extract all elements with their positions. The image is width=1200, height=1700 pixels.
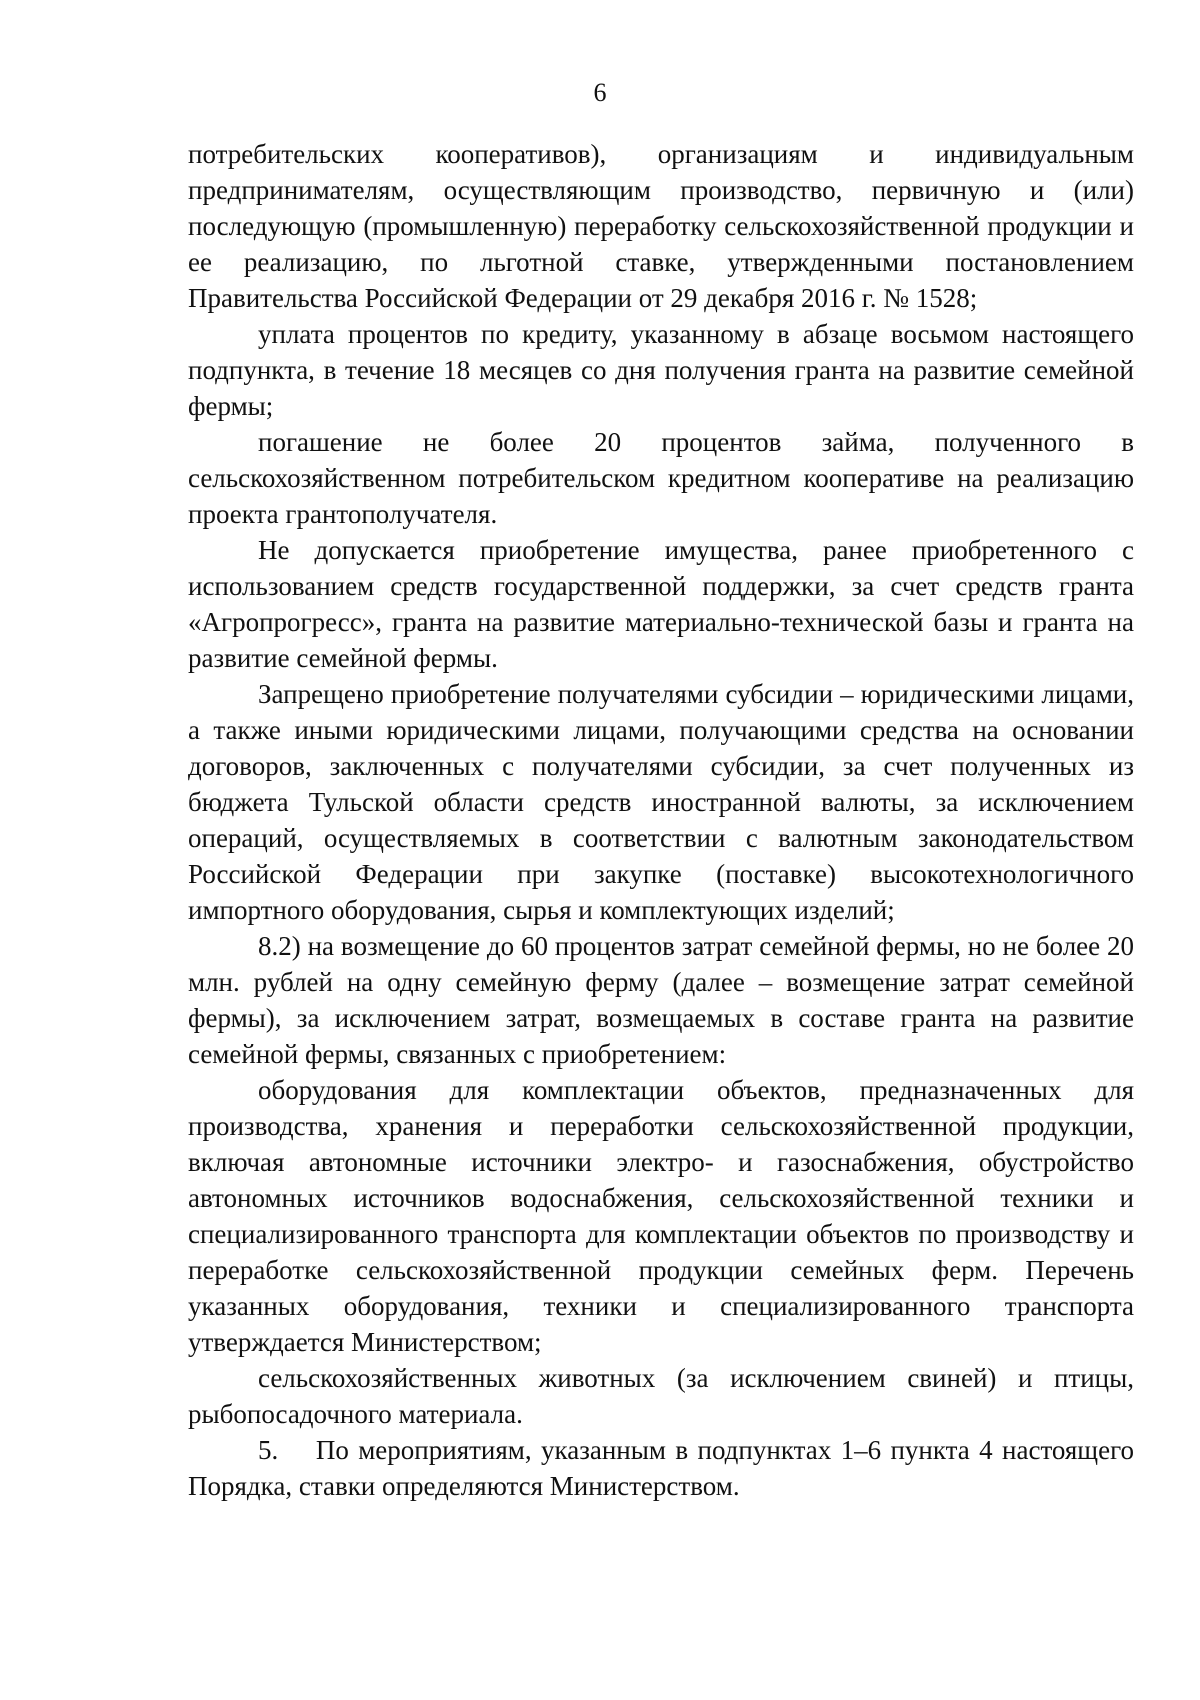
document-body <box>188 136 1141 1504</box>
paragraph-loan-rate: потребительских кооперативов), организациям и индивидуальным предпринимателям, осуществляющим производство, первичную и (или) последующую (промышленную) переработку сельскохозяйственной продукции и ее реализацию, по льготной ставке, утвержденными постановлением Правительства Российской Федерации от 29 декабря 2016 г. № 1528; <box>188 139 1134 313</box>
paragraph-currency-prohibition: Запрещено приобретение получателями субсидии – юридическими лицами, а также иными юридическими лицами, получающими средства на основании договоров, заключенных с получателями субсидии, за счет полученных из бюджета Тульской области средств иностранной валюты, за исключением операций, осуществляемых в соответствии с валютным законодательством Российской Федерации при закупке (поставке) высокотехнологичного импортного оборудования, сырья и комплектующих изделий; <box>188 679 1134 925</box>
paragraph-item-5: 5. По мероприятиям, указанным в подпунктах 1–6 пункта 4 настоящего Порядка, ставки определяются Министерством. <box>188 1435 1141 1501</box>
paragraph-loan-repayment: погашение не более 20 процентов займа, полученного в сельскохозяйственном потребительском кредитном кооперативе на реализацию проекта грантополучателя. <box>188 427 1134 529</box>
paragraph-interest-payment: уплата процентов по кредиту, указанному в абзаце восьмом настоящего подпункта, в течение 18 месяцев со дня получения гранта на развитие семейной фермы; <box>188 319 1134 421</box>
page-number: 6 <box>593 78 607 107</box>
paragraph-subitem-8-2: 8.2) на возмещение до 60 процентов затрат семейной фермы, но не более 20 млн. рублей на одну семейную ферму (далее – возмещение затрат семейной фермы), за исключением затрат, возмещаемых в составе гранта на развитие семейной фермы, связанных с приобретением: <box>188 931 1134 1069</box>
paragraph-property-restriction: Не допускается приобретение имущества, ранее приобретенного с использованием средств государственной поддержки, за счет средств гранта «Агропрогресс», гранта на развитие материально-технической базы и гранта на развитие семейной фермы. <box>188 535 1134 673</box>
paragraph-equipment: оборудования для комплектации объектов, предназначенных для производства, хранения и переработки сельскохозяйственной продукции, включая автономные источники электро- и газоснабжения, обустройство автономных источников водоснабжения, сельскохозяйственной техники и специализированного транспорта для комплектации объектов по производству и переработке сельскохозяйственной продукции семейных ферм. Перечень указанных оборудования, техники и специализированного транспорта утверждается Министерством; <box>188 1075 1134 1357</box>
paragraph-livestock: сельскохозяйственных животных (за исключением свиней) и птицы, рыбопосадочного материала. <box>188 1363 1134 1429</box>
